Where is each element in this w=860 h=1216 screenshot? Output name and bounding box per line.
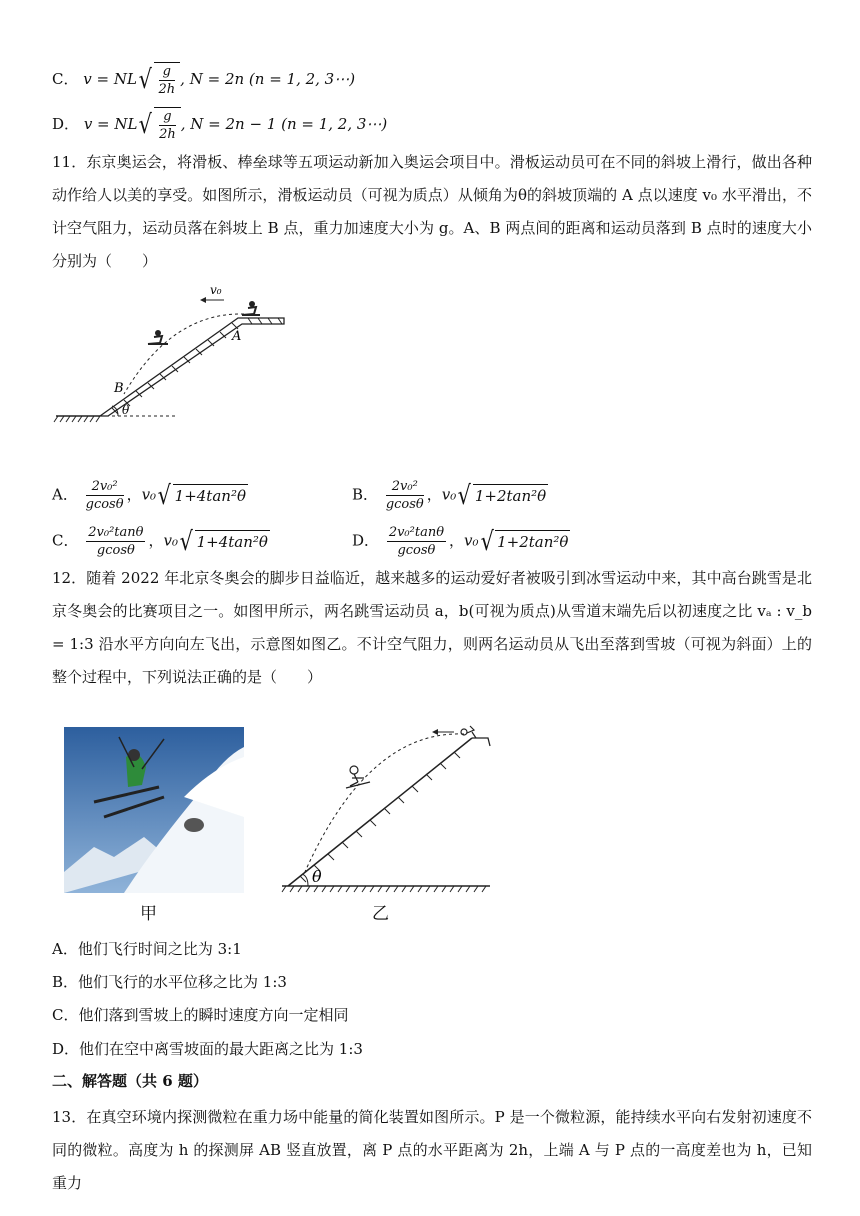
theta-label: θ	[122, 403, 130, 417]
q13-stem: 13．在真空环境内探测微粒在重力场中能量的简化装置如图所示。P 是一个微粒源，能持续水平向右发射初速度不同的微粒。高度为 h 的探测屏 AB 竖直放置，离 P 点的水平距离为 2h，上端 A 与 P 点的一高度差也为 h，已知重力	[52, 1108, 812, 1192]
figure-yi-label: 乙	[372, 904, 389, 924]
skier-icon	[148, 330, 168, 344]
skier-icon	[346, 766, 370, 788]
q11-option-c[interactable]: C． $\frac{\text{2v₀²tanθ}}{gcos\theta}$ ，v₀√ 1+4tan²θ	[52, 525, 268, 558]
q11-option-a[interactable]: A． $\frac{\text{2v₀²}}{gcos\theta}$ ，v₀√ 1+4tan²θ	[52, 479, 246, 512]
section-title: 二、解答题（共 6 题）	[52, 1072, 208, 1090]
theta-label: θ	[312, 867, 322, 886]
q11-option-d[interactable]: D． $\frac{\text{2v₀²tanθ}}{gcos\theta}$ ，v₀√ 1+2tan²θ	[352, 525, 569, 558]
q11-figure	[52, 282, 292, 432]
q12-stem: 12．随着 2022 年北京冬奥会的脚步日益临近，越来越多的运动爱好者被吸引到冰雪运动中来，其中高台跳雪是北京冬奥会的比赛项目之一。如图甲所示，两名跳雪运动员 a，b(可视为质点)从雪道末端先后以初速度之比 vₐ : v_b = 1:3 沿水平方向向左飞出，示意图如图乙。不计空气阻力，则两名运动员从飞出至落到雪坡（可视为斜面）上的整个过程中，下列说法正确的是（ ）	[52, 569, 812, 686]
q12-diagram-yi	[278, 722, 494, 894]
q12-option-c[interactable]: C．他们落到雪坡上的瞬时速度方向一定相同	[52, 1006, 349, 1024]
q10-option-d[interactable]: D． v = NL√ $\frac{g}{2h}$ , N = 2n − 1 (n = 1, 2, 3⋯)	[52, 109, 388, 142]
figure-jia-label: 甲	[140, 904, 157, 924]
q12-option-b[interactable]: B．他们飞行的水平位移之比为 1:3	[52, 973, 287, 991]
q11-stem: 11．东京奥运会，将滑板、棒垒球等五项运动新加入奥运会项目中。滑板运动员可在不同的斜坡上滑行，做出各种动作给人以美的享受。如图所示，滑板运动员（可视为质点）从倾角为θ的斜坡顶端的 A 点以速度 v₀ 水平滑出，不计空气阻力，运动员落在斜坡上 B 点，重力加速度大小为 g。A、B 两点间的距离和运动员落到 B 点时的速度大小分别为（ ）	[52, 153, 812, 270]
point-b-label: B	[114, 381, 124, 396]
q10-option-c[interactable]: C． v = NL√ $\frac{g}{2h}$ , N = 2n (n = 1, 2, 3⋯)	[52, 64, 356, 97]
q11-option-b[interactable]: B． $\frac{\text{2v₀²}}{gcos\theta}$ ，v₀√ 1+2tan²θ	[352, 479, 547, 512]
q12-option-a[interactable]: A．他们飞行时间之比为 3:1	[52, 940, 242, 958]
skier-icon	[461, 726, 476, 738]
q12-option-d[interactable]: D．他们在空中离雪坡面的最大距离之比为 1:3	[52, 1040, 363, 1058]
point-a-label: A	[232, 329, 242, 344]
q12-photo-jia	[64, 727, 244, 893]
v0-label: v₀	[210, 283, 222, 297]
skier-icon	[242, 301, 260, 315]
